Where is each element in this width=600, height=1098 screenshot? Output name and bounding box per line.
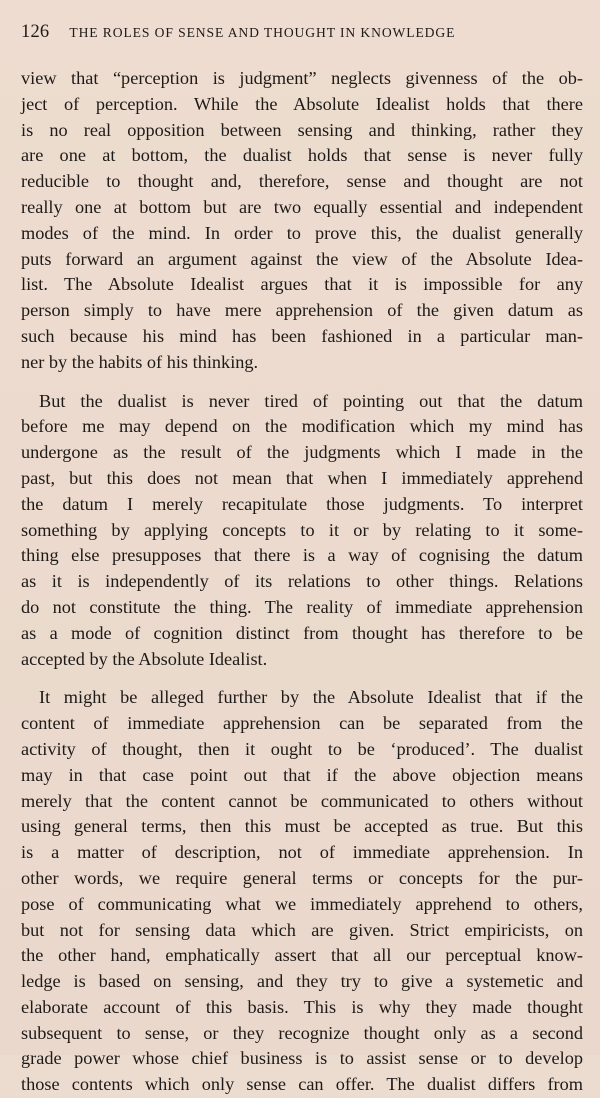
text-line: as it is independently of its relations to other things. Relations [21,571,583,592]
text-line: activity of thought, then it ought to be ‘produced’. The dualist [21,738,583,759]
text-line: such because his mind has been fashioned in a particular man- [21,325,583,346]
text-line: pose of communicating what we immediately apprehend to others, [21,893,583,914]
text-line: content of immediate apprehension can be separated from the [21,713,583,734]
text-line: undergone as the result of the judgments which I made in the [21,442,583,463]
text-line: may in that case point out that if the above objection means [21,764,583,785]
text-line: view that “perception is judgment” neglects givenness of the ob- [21,68,583,88]
paragraph-1 [21,66,583,376]
running-title: THE ROLES OF SENSE AND THOUGHT IN KNOWLEDGE [69,25,456,40]
text-line: before me may depend on the modification which my mind has [21,416,583,437]
paragraph-3 [21,685,583,1098]
text-line: ner by the habits of his thinking. [21,351,259,372]
text-line: list. The Absolute Idealist argues that it is impossible for any [21,274,583,295]
text-line: are one at bottom, the dualist holds that sense is never fully [21,145,583,166]
text-line: really one at bottom but are two equally essential and independent [21,196,583,217]
text-line: But the dualist is never tired of pointing out that the datum [39,390,583,411]
paragraph-2 [21,389,583,673]
page-number: 126 [21,22,50,42]
text-line: is no real opposition between sensing and thinking, rather they [21,119,583,140]
text-line: is a matter of description, not of immediate apprehension. In [21,842,583,863]
text-line: the other hand, emphatically assert that all our perceptual know- [21,945,583,966]
text-line: It might be alleged further by the Absolute Idealist that if the [39,687,583,708]
text-line: grade power whose chief business is to assist sense or to develop [21,1048,583,1069]
text-line: ject of perception. While the Absolute Idealist holds that there [21,93,583,114]
body-text [21,66,583,1098]
text-line: using general terms, then this must be accepted as true. But this [21,816,583,837]
text-line: reducible to thought and, therefore, sense and thought are not [21,171,583,192]
text-line: merely that the content cannot be communicated to others without [21,790,583,811]
running-head [21,22,583,50]
text-line: something by applying concepts to it or by relating to it some- [21,519,583,540]
text-line: elaborate account of this basis. This is why they made thought [21,996,583,1017]
text-line: the datum I merely recapitulate those judgments. To interpret [21,493,583,514]
text-line: but not for sensing data which are given. Strict empiricists, on [21,919,583,940]
text-line: as a mode of cognition distinct from thought has therefore to be [21,622,583,643]
text-line: ledge is based on sensing, and they try to give a systemetic and [21,971,583,992]
text-line: accepted by the Absolute Idealist. [21,648,268,669]
text-line: puts forward an argument against the view of the Absolute Idea- [21,248,583,269]
text-line: modes of the mind. In order to prove this, the dualist generally [21,222,583,243]
text-line: subsequent to sense, or they recognize thought only as a second [21,1022,583,1043]
text-line: person simply to have mere apprehension of the given datum as [21,300,583,321]
text-line: past, but this does not mean that when I immediately apprehend [21,467,583,488]
text-line: thing else presupposes that there is a way of cognising the datum [21,545,583,566]
text-line: other words, we require general terms or concepts for the pur- [21,867,583,888]
text-line: those contents which only sense can offer. The dualist differs from [21,1074,583,1095]
text-line: do not constitute the thing. The reality of immediate apprehension [21,596,583,617]
